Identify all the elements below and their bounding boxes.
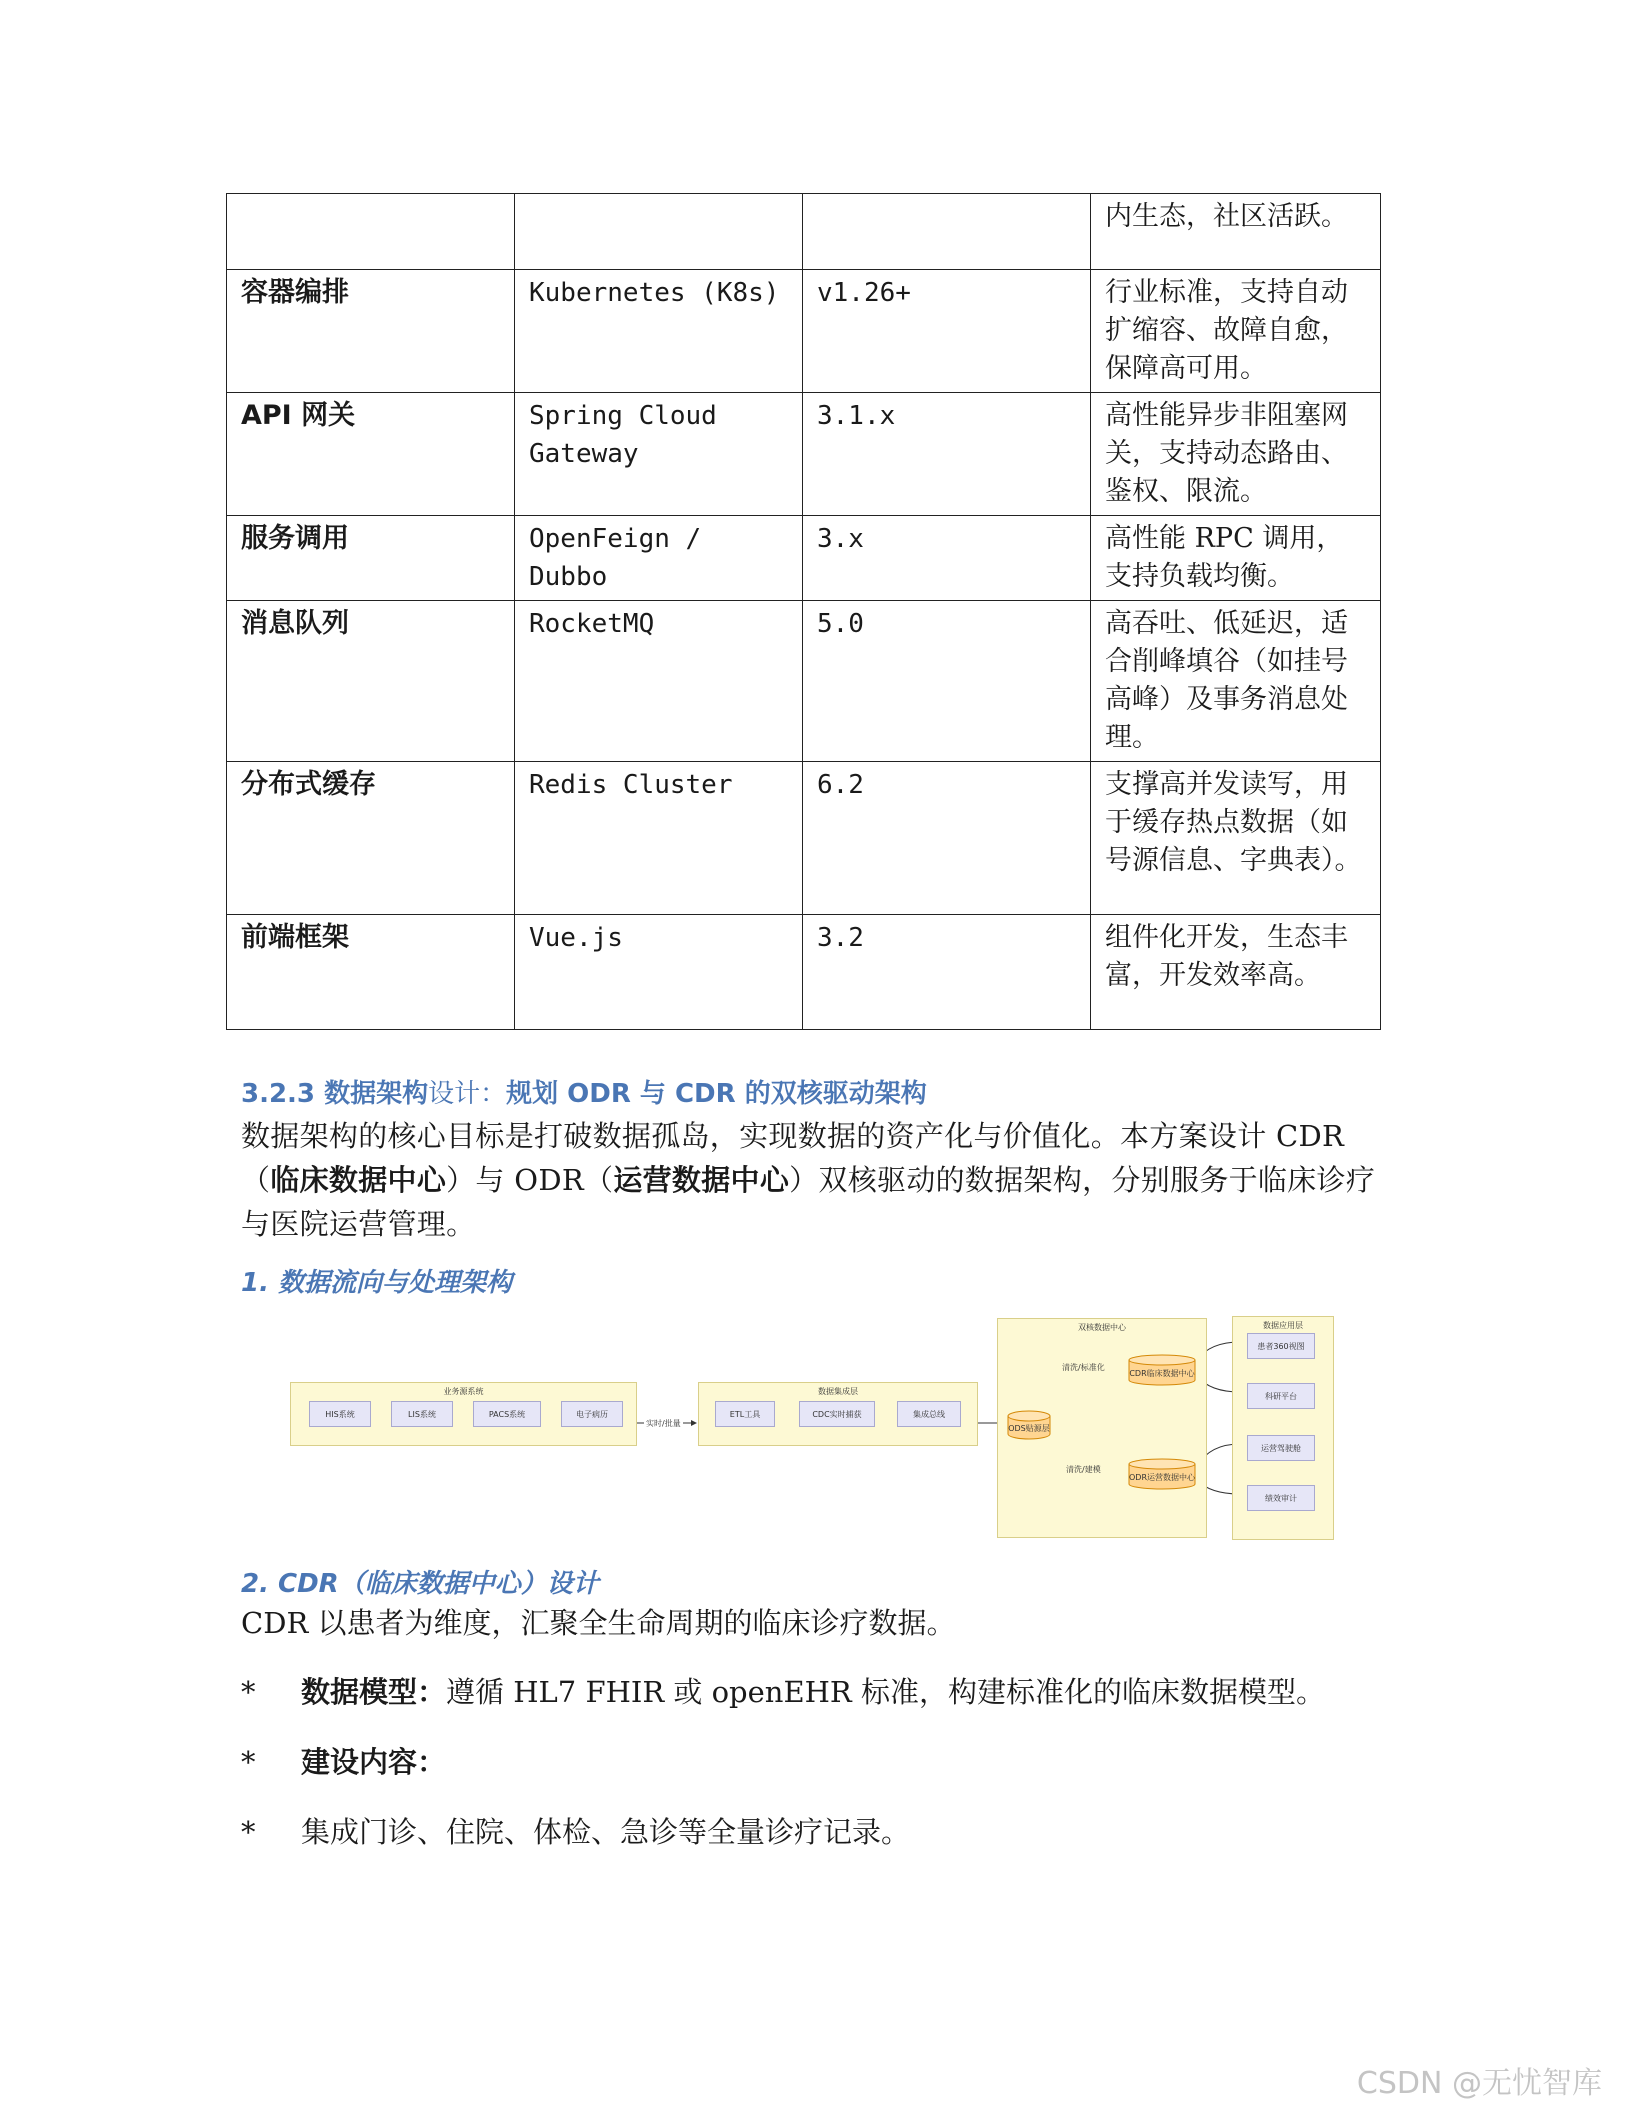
heading-mid: 设计：: [428, 1079, 507, 1109]
cell-tech: [515, 194, 803, 270]
node-his: HIS系统: [309, 1401, 371, 1427]
heading-num: 3.2.3 数据架构: [241, 1079, 429, 1109]
group-title: 数据集成层: [818, 1387, 858, 1396]
cell-desc: 行业标准，支持自动扩缩容、故障自愈，保障高可用。: [1091, 270, 1381, 393]
edge-label-clean-model: 清洗/建模: [1066, 1465, 1101, 1474]
para-text-1: 数据架构的核心目标是打破数据孤岛，实现数据的资产化与价值化。本方案设计 CDR（: [241, 1119, 1345, 1197]
cell-version: 3.2: [803, 915, 1091, 1030]
node-cockpit: 运营驾驶舱: [1247, 1435, 1315, 1461]
para-bold-2: 运营数据中心: [613, 1163, 790, 1197]
group-application: [1232, 1316, 1334, 1540]
list-item: [241, 1742, 446, 1782]
watermark: CSDN @无忧智库: [1356, 2066, 1602, 2101]
node-esb: 集成总线: [897, 1401, 961, 1427]
bullet-text: 遵循 HL7 FHIR 或 openEHR 标准，构建标准化的临床数据模型。: [446, 1675, 1325, 1709]
list-item: [241, 1812, 910, 1852]
cell-category: 消息队列: [227, 601, 515, 762]
bullet-marker: *: [241, 1815, 256, 1849]
cell-category: API 网关: [227, 393, 515, 516]
table-row: [227, 194, 1381, 270]
cell-desc: 组件化开发，生态丰富，开发效率高。: [1091, 915, 1381, 1030]
section-paragraph: [241, 1114, 1381, 1246]
cell-tech: Vue.js: [515, 915, 803, 1030]
cylinder-ods: [1007, 1410, 1051, 1440]
table-row: [227, 762, 1381, 915]
para-text-3: ）双核驱动的数据架构，分别服务于临床诊疗与医院运营管理。: [241, 1163, 1376, 1241]
node-etl: ETL工具: [715, 1401, 775, 1427]
heading-rest: 规划 ODR 与 CDR 的双核驱动架构: [506, 1079, 927, 1109]
cell-desc: 高性能异步非阻塞网关，支持动态路由、鉴权、限流。: [1091, 393, 1381, 516]
cylinder-cdr: [1128, 1354, 1196, 1386]
cell-version: 3.1.x: [803, 393, 1091, 516]
node-pacs: PACS系统: [473, 1401, 541, 1427]
bullet-text: 集成门诊、住院、体检、急诊等全量诊疗记录。: [301, 1815, 911, 1849]
node-patient-360: 患者360视图: [1247, 1333, 1315, 1359]
cell-category: 前端框架: [227, 915, 515, 1030]
cell-desc: 支撑高并发读写，用于缓存热点数据（如号源信息、字典表）。: [1091, 762, 1381, 915]
cell-version: [803, 194, 1091, 270]
subheading-cdr: 2. CDR（临床数据中心）设计: [241, 1569, 599, 1599]
cell-tech: Spring Cloud Gateway: [515, 393, 803, 516]
cell-category: [227, 194, 515, 270]
node-cdc: CDC实时捕获: [799, 1401, 875, 1427]
table-row: [227, 516, 1381, 601]
odr-label: ODR运营数据中心: [1128, 1473, 1195, 1482]
group-title: 双核数据中心: [1078, 1323, 1126, 1332]
edge-label-realtime: 实时/批量: [646, 1419, 681, 1428]
ods-label: ODS贴源层: [1008, 1424, 1050, 1433]
cylinder-odr: [1128, 1458, 1196, 1490]
bullet-label: 数据模型：: [301, 1675, 447, 1709]
cell-desc: 高性能 RPC 调用，支持负载均衡。: [1091, 516, 1381, 601]
cell-category: 服务调用: [227, 516, 515, 601]
bullet-marker: *: [241, 1675, 256, 1709]
edge-label-clean-std: 清洗/标准化: [1062, 1363, 1105, 1372]
group-title: 业务源系统: [443, 1387, 484, 1396]
cell-tech: Redis Cluster: [515, 762, 803, 915]
list-item: [241, 1672, 1325, 1712]
para-bold-1: 临床数据中心: [270, 1163, 447, 1197]
data-flow-diagram: [290, 1318, 1345, 1540]
table-row: [227, 915, 1381, 1030]
cell-category: 容器编排: [227, 270, 515, 393]
group-business-source: [290, 1382, 637, 1446]
cell-version: 5.0: [803, 601, 1091, 762]
cdr-label: CDR临床数据中心: [1129, 1369, 1195, 1378]
tech-stack-table: [226, 193, 1381, 1030]
node-research: 科研平台: [1247, 1383, 1315, 1409]
section-heading: [241, 1073, 927, 1110]
para-text-2: ）与 ODR（: [446, 1163, 614, 1197]
table-row: [227, 393, 1381, 516]
group-title: 数据应用层: [1263, 1321, 1303, 1330]
cell-desc: 内生态，社区活跃。: [1091, 194, 1381, 270]
group-integration: [698, 1382, 978, 1446]
node-audit: 绩效审计: [1247, 1485, 1315, 1511]
table-row: [227, 601, 1381, 762]
table-row: [227, 270, 1381, 393]
subheading-data-flow: 1. 数据流向与处理架构: [241, 1268, 513, 1298]
cell-version: 6.2: [803, 762, 1091, 915]
cell-version: v1.26+: [803, 270, 1091, 393]
node-emr: 电子病历: [561, 1401, 623, 1427]
cdr-intro: CDR 以患者为维度，汇聚全生命周期的临床诊疗数据。: [241, 1606, 956, 1640]
cell-tech: RocketMQ: [515, 601, 803, 762]
cell-desc: 高吞吐、低延迟，适合削峰填谷（如挂号高峰）及事务消息处理。: [1091, 601, 1381, 762]
bullet-label: 建设内容：: [301, 1745, 447, 1779]
cell-category: 分布式缓存: [227, 762, 515, 915]
node-lis: LIS系统: [391, 1401, 453, 1427]
cell-tech: Kubernetes (K8s): [515, 270, 803, 393]
cell-tech: OpenFeign / Dubbo: [515, 516, 803, 601]
bullet-marker: *: [241, 1745, 256, 1779]
cell-version: 3.x: [803, 516, 1091, 601]
